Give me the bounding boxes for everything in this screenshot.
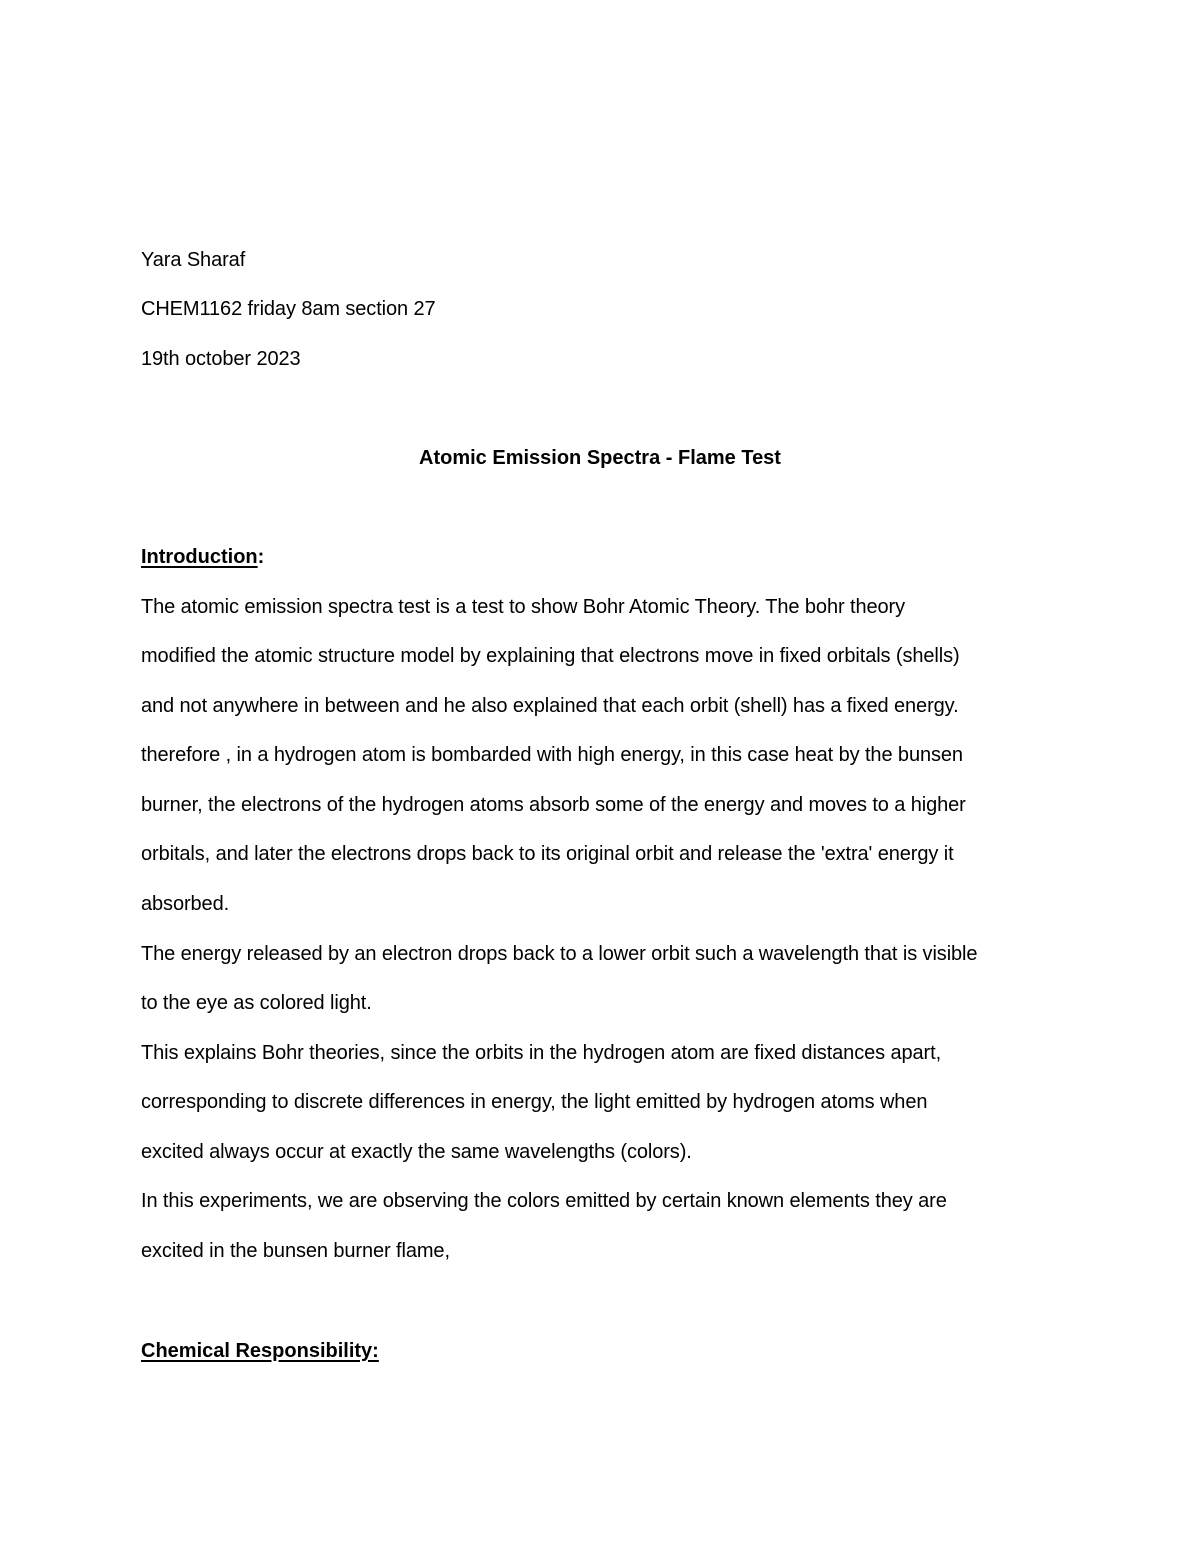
intro-line: orbitals, and later the electrons drops back to its original orbit and release the 'extra' energy it (141, 843, 954, 865)
intro-line: burner, the electrons of the hydrogen atoms absorb some of the energy and moves to a higher (141, 794, 966, 816)
introduction-heading-text: Introduction (141, 546, 258, 568)
intro-line: and not anywhere in between and he also explained that each orbit (shell) has a fixed energy. (141, 695, 959, 717)
intro-line: modified the atomic structure model by explaining that electrons move in fixed orbitals (shells) (141, 645, 960, 667)
intro-line: In this experiments, we are observing the colors emitted by certain known elements they are (141, 1190, 947, 1212)
introduction-heading (141, 545, 264, 569)
intro-line: excited in the bunsen burner flame, (141, 1240, 450, 1262)
intro-line: absorbed. (141, 893, 230, 915)
intro-line: This explains Bohr theories, since the orbits in the hydrogen atom are fixed distances apart, (141, 1042, 942, 1064)
intro-line: corresponding to discrete differences in energy, the light emitted by hydrogen atoms when (141, 1091, 928, 1113)
intro-line: to the eye as colored light. (141, 992, 372, 1014)
intro-line: The energy released by an electron drops back to a lower orbit such a wavelength that is visible (141, 943, 978, 965)
intro-line: The atomic emission spectra test is a test to show Bohr Atomic Theory. The bohr theory (141, 596, 905, 618)
document-title: Atomic Emission Spectra - Flame Test (419, 447, 781, 469)
intro-line: excited always occur at exactly the same wavelengths (colors). (141, 1141, 692, 1163)
chemical-responsibility-heading (141, 1339, 379, 1363)
chemical-responsibility-heading-text: Chemical Responsibility: (141, 1340, 379, 1362)
document-date: 19th october 2023 (141, 348, 301, 370)
author-name: Yara Sharaf (141, 249, 246, 271)
introduction-heading-colon: : (257, 546, 265, 568)
course-info: CHEM1162 friday 8am section 27 (141, 298, 436, 320)
intro-line: therefore , in a hydrogen atom is bombarded with high energy, in this case heat by the bunsen (141, 744, 963, 766)
